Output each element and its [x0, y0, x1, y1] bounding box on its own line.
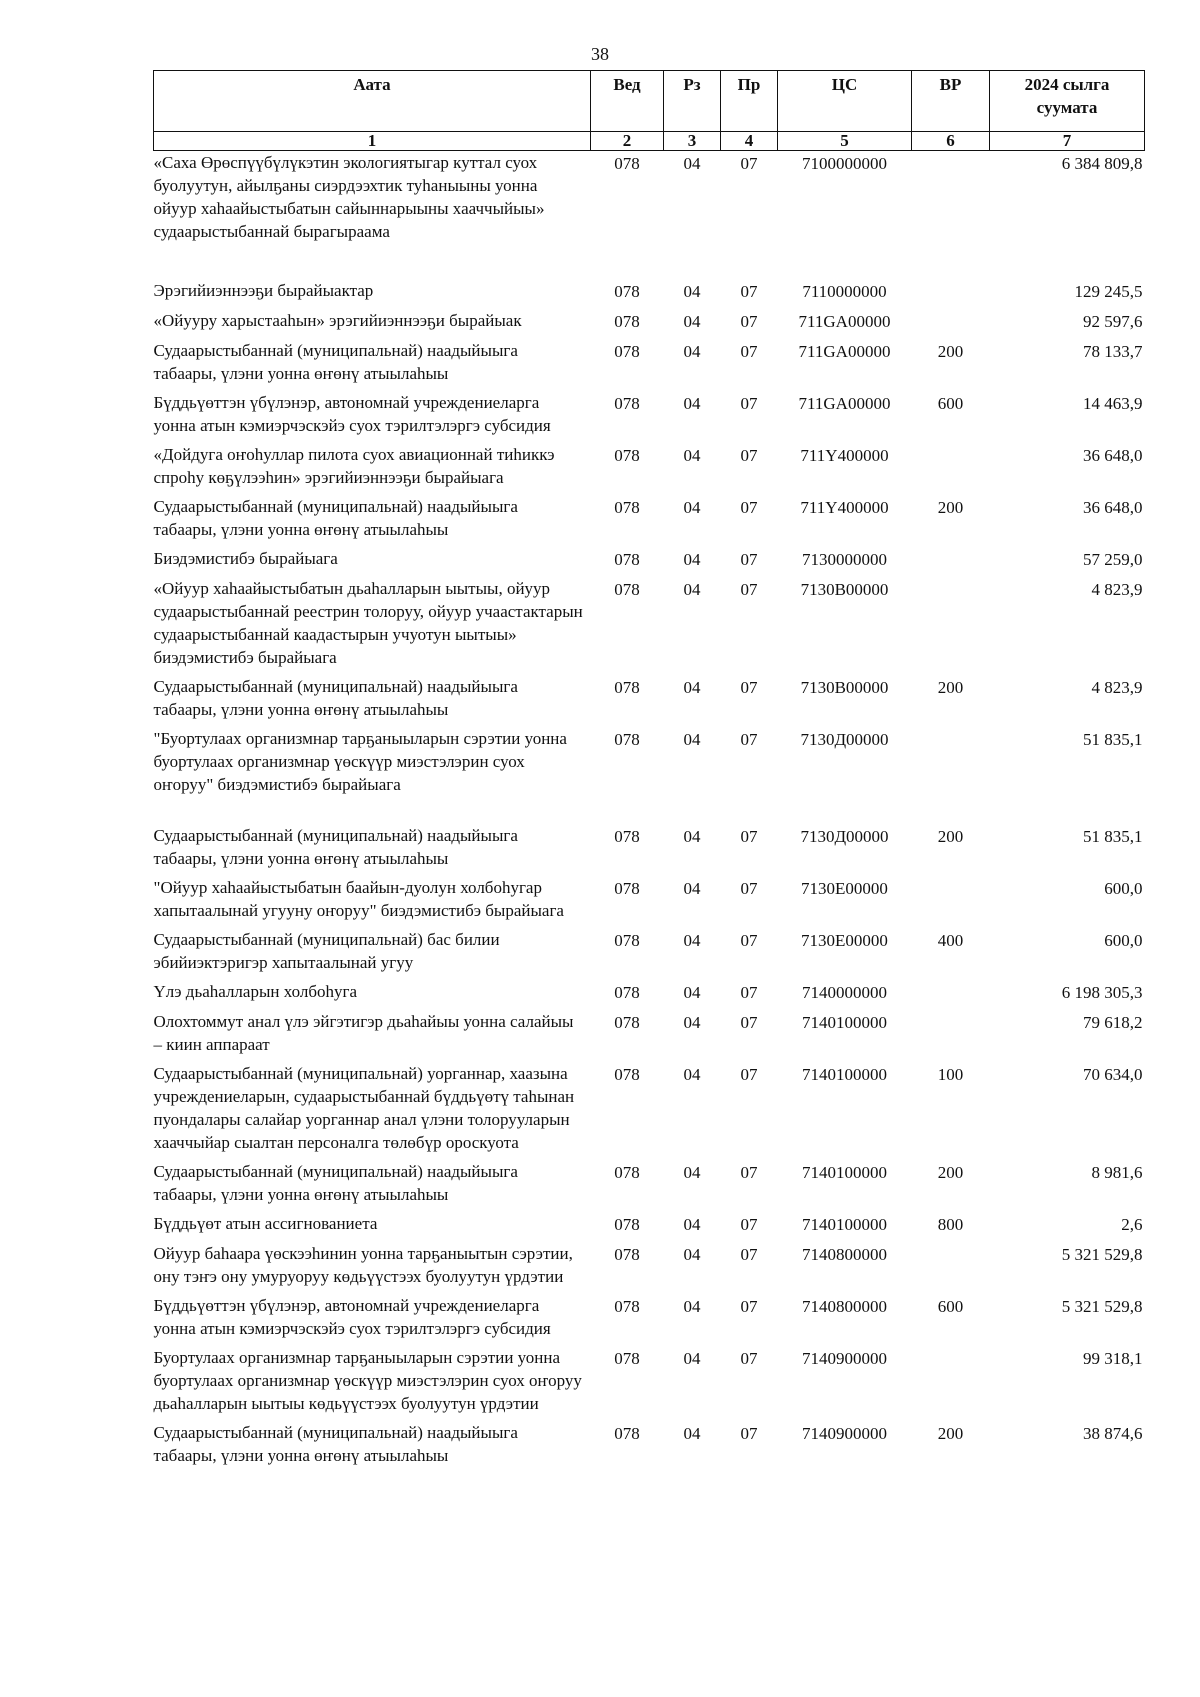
row-name-cell: Бүддьүөт атын ассигнованиета [153, 1214, 378, 1233]
row-pr-cell: 07 [740, 827, 758, 846]
row-sum-cell: 92 597,6 [1083, 312, 1143, 331]
row-rz-cell: 04 [683, 1297, 701, 1316]
table-row [154, 727, 1145, 824]
row-pr-cell: 07 [740, 550, 758, 569]
row-cs-cell: 7130В00000 [800, 678, 889, 697]
row-name-cell: Судаарыстыбаннай (муниципальнай) наадыйыыга табаары, үлэни уонна өҥөнү атыылаһыы [153, 1162, 518, 1204]
row-cs-cell: 7140100000 [802, 1163, 887, 1182]
table-row [154, 309, 1145, 339]
row-vr-cell [912, 309, 990, 339]
row-pr-cell: 07 [740, 730, 758, 749]
row-vr-cell [912, 1346, 990, 1421]
row-vr-cell: 600 [937, 1297, 964, 1316]
row-vr-cell: 200 [937, 678, 964, 697]
row-rz-cell: 04 [683, 1013, 701, 1032]
row-pr-cell: 07 [740, 931, 758, 950]
row-pr-cell: 07 [740, 1013, 758, 1032]
row-sum-cell: 2,6 [1121, 1215, 1143, 1234]
row-sum-cell: 8 981,6 [1091, 1163, 1143, 1182]
table-row [154, 339, 1145, 391]
row-vr-cell: 400 [937, 931, 964, 950]
row-ved-cell: 078 [614, 827, 640, 846]
row-vr-cell: 200 [937, 498, 964, 517]
row-vr-cell: 200 [937, 1424, 964, 1443]
row-sum-cell: 51 835,1 [1083, 730, 1143, 749]
row-rz-cell: 04 [683, 1349, 701, 1368]
row-ved-cell: 078 [614, 282, 640, 301]
table-row [154, 1160, 1145, 1212]
row-vr-cell: 600 [937, 394, 964, 413]
row-cs-cell: 7100000000 [802, 154, 887, 173]
row-rz-cell: 04 [683, 580, 701, 599]
row-ved-cell: 078 [614, 1297, 640, 1316]
row-vr-cell [912, 1242, 990, 1294]
row-ved-cell: 078 [614, 1163, 640, 1182]
row-rz-cell: 04 [683, 931, 701, 950]
table-row [154, 675, 1145, 727]
row-ved-cell: 078 [614, 1349, 640, 1368]
row-pr-cell: 07 [740, 446, 758, 465]
column-number: 7 [990, 132, 1145, 151]
row-pr-cell: 07 [740, 983, 758, 1002]
row-pr-cell: 07 [740, 678, 758, 697]
row-pr-cell: 07 [740, 1297, 758, 1316]
row-rz-cell: 04 [683, 154, 701, 173]
row-cs-cell: 7130Е00000 [801, 879, 888, 898]
row-ved-cell: 078 [614, 550, 640, 569]
table-row [154, 1294, 1145, 1346]
row-rz-cell: 04 [683, 827, 701, 846]
table-row [154, 876, 1145, 928]
row-pr-cell: 07 [740, 1163, 758, 1182]
row-name-cell: Судаарыстыбаннай (муниципальнай) наадыйыыга табаары, үлэни уонна өҥөнү атыылаһыы [153, 677, 518, 719]
row-ved-cell: 078 [614, 580, 640, 599]
table-row [154, 391, 1145, 443]
row-sum-cell: 78 133,7 [1083, 342, 1143, 361]
row-vr-cell: 200 [937, 342, 964, 361]
row-ved-cell: 078 [614, 154, 640, 173]
row-name-cell: Буортулаах организмнар тарҕаныыларын сэрэтии уонна буортулаах организмнар үөскүүр миэстэлэрин суох оҥоруу дьаһалларын ыытыы көдьүүстээх буолуутун үрдэтии [153, 1348, 582, 1413]
column-header-ved: Вед [591, 71, 664, 132]
row-vr-cell [912, 151, 990, 280]
row-name-cell: Судаарыстыбаннай (муниципальнай) наадыйыыга табаары, үлэни уонна өҥөнү атыылаһыы [153, 826, 518, 868]
table-row [154, 495, 1145, 547]
row-rz-cell: 04 [683, 342, 701, 361]
row-sum-cell: 14 463,9 [1083, 394, 1143, 413]
row-name-cell: "Буортулаах организмнар тарҕаныыларын сэрэтии уонна буортулаах организмнар үөскүүр миэстэлэрин суох оҥоруу" биэдэмистибэ бырайыага [153, 729, 567, 794]
row-sum-cell: 129 245,5 [1074, 282, 1143, 301]
row-sum-cell: 36 648,0 [1083, 446, 1143, 465]
row-pr-cell: 07 [740, 1065, 758, 1084]
row-name-cell: «Саха Өрөспүүбүлүкэтин экологиятыгар куттал суох буолуутун, айылҕаны сиэрдээхтик туһаныыны уонна ойуур хаһаайыстыбатын сайыннарыыны хааччыйыы» судаарыстыбаннай бырагыраама [153, 153, 545, 241]
row-pr-cell: 07 [740, 879, 758, 898]
row-pr-cell: 07 [740, 1349, 758, 1368]
row-name-cell: Бүддьүөттэн үбүлэнэр, автономнай учреждениеларга уонна атын кэмиэрчэскэйэ суох тэрилтэлэргэ субсидия [153, 1296, 551, 1338]
row-vr-cell [912, 1010, 990, 1062]
row-rz-cell: 04 [683, 730, 701, 749]
row-rz-cell: 04 [683, 498, 701, 517]
row-rz-cell: 04 [683, 1215, 701, 1234]
row-rz-cell: 04 [683, 1245, 701, 1264]
row-rz-cell: 04 [683, 550, 701, 569]
row-vr-cell [912, 577, 990, 675]
row-name-cell: Судаарыстыбаннай (муниципальнай) бас билии эбийиэктэригэр хапытаалынай угуу [153, 930, 500, 972]
row-name-cell: Судаарыстыбаннай (муниципальнай) наадыйыыга табаары, үлэни уонна өҥөнү атыылаһыы [153, 497, 518, 539]
table-row [154, 1346, 1145, 1421]
row-sum-cell: 70 634,0 [1083, 1065, 1143, 1084]
row-name-cell: «Дойдуга оҥоһуллар пилота суох авиационнай тиһиккэ спроһу көҕүлээһин» эрэгийиэннээҕи бырайыага [153, 445, 555, 487]
row-cs-cell: 7140900000 [802, 1424, 887, 1443]
row-cs-cell: 711GA00000 [798, 342, 891, 361]
row-rz-cell: 04 [683, 1163, 701, 1182]
row-pr-cell: 07 [740, 154, 758, 173]
row-sum-cell: 6 198 305,3 [1061, 983, 1143, 1002]
page-number: 38 [591, 44, 609, 64]
row-sum-cell: 5 321 529,8 [1061, 1297, 1143, 1316]
row-ved-cell: 078 [614, 730, 640, 749]
row-rz-cell: 04 [683, 312, 701, 331]
column-number: 4 [721, 132, 778, 151]
row-rz-cell: 04 [683, 879, 701, 898]
table-row [154, 824, 1145, 876]
table-row [154, 980, 1145, 1010]
row-pr-cell: 07 [740, 1424, 758, 1443]
row-sum-cell: 600,0 [1104, 931, 1143, 950]
row-name-cell: «Ойуур хаһаайыстыбатын дьаһалларын ыытыы, ойуур судаарыстыбаннай реестрин толоруу, ойуур учаастактарын судаарыстыбаннай каадастырын учуотун ыытыы» биэдэмистибэ бырайыага [153, 579, 583, 667]
row-ved-cell: 078 [614, 879, 640, 898]
table-row [154, 577, 1145, 675]
row-vr-cell [912, 443, 990, 495]
row-sum-cell: 4 823,9 [1091, 678, 1143, 697]
row-vr-cell: 200 [937, 1163, 964, 1182]
column-number: 1 [154, 132, 591, 151]
row-vr-cell: 100 [937, 1065, 964, 1084]
column-header-cs: ЦС [778, 71, 912, 132]
row-ved-cell: 078 [614, 1245, 640, 1264]
row-ved-cell: 078 [614, 1013, 640, 1032]
row-rz-cell: 04 [683, 1065, 701, 1084]
row-sum-cell: 5 321 529,8 [1061, 1245, 1143, 1264]
row-ved-cell: 078 [614, 498, 640, 517]
row-cs-cell: 7140100000 [802, 1215, 887, 1234]
row-ved-cell: 078 [614, 678, 640, 697]
row-vr-cell [912, 727, 990, 824]
row-rz-cell: 04 [683, 282, 701, 301]
table-row [154, 1421, 1145, 1473]
row-ved-cell: 078 [614, 312, 640, 331]
budget-table [153, 70, 1145, 1473]
row-pr-cell: 07 [740, 580, 758, 599]
row-sum-cell: 51 835,1 [1083, 827, 1143, 846]
row-cs-cell: 7110000000 [802, 282, 887, 301]
row-cs-cell: 7140100000 [802, 1065, 887, 1084]
row-cs-cell: 7130Д00000 [800, 827, 889, 846]
row-ved-cell: 078 [614, 1215, 640, 1234]
row-cs-cell: 711GA00000 [798, 312, 891, 331]
table-row [154, 1010, 1145, 1062]
table-row [154, 1242, 1145, 1294]
column-number: 3 [664, 132, 721, 151]
column-header-vr: ВР [912, 71, 990, 132]
row-name-cell: Үлэ дьаһалларын холбоһуга [153, 982, 358, 1001]
row-name-cell: Олохтоммут анал үлэ эйгэтигэр дьаһайыы уонна салайыы – киин аппараат [153, 1012, 574, 1054]
row-name-cell: Ойуур баһаара үөскээһинин уонна тарҕаныытын сэрэтии, ону тэҥэ ону умуруоруу көдьүүстээх буолуутун үрдэтии [153, 1244, 573, 1286]
row-cs-cell: 7130Д00000 [800, 730, 889, 749]
row-cs-cell: 7130В00000 [800, 580, 889, 599]
table-row [154, 928, 1145, 980]
column-number: 6 [912, 132, 990, 151]
row-vr-cell: 200 [937, 827, 964, 846]
row-sum-cell: 600,0 [1104, 879, 1143, 898]
row-cs-cell: 711Y400000 [800, 446, 889, 465]
column-number: 5 [778, 132, 912, 151]
table-row [154, 1062, 1145, 1160]
table-row [154, 547, 1145, 577]
row-pr-cell: 07 [740, 342, 758, 361]
row-rz-cell: 04 [683, 446, 701, 465]
row-sum-cell: 6 384 809,8 [1061, 154, 1143, 173]
table-row [154, 151, 1145, 280]
row-cs-cell: 711GA00000 [798, 394, 891, 413]
row-pr-cell: 07 [740, 282, 758, 301]
row-vr-cell [912, 876, 990, 928]
row-ved-cell: 078 [614, 1065, 640, 1084]
row-pr-cell: 07 [740, 498, 758, 517]
row-pr-cell: 07 [740, 312, 758, 331]
row-cs-cell: 7140900000 [802, 1349, 887, 1368]
row-pr-cell: 07 [740, 1245, 758, 1264]
row-rz-cell: 04 [683, 678, 701, 697]
row-name-cell: «Ойууру харыстааһын» эрэгийиэннээҕи бырайыак [153, 311, 522, 330]
row-rz-cell: 04 [683, 1424, 701, 1443]
table-header [154, 71, 1145, 151]
row-name-cell: Судаарыстыбаннай (муниципальнай) наадыйыыга табаары, үлэни уонна өҥөнү атыылаһыы [153, 341, 518, 383]
row-name-cell: Бүддьүөттэн үбүлэнэр, автономнай учреждениеларга уонна атын кэмиэрчэскэйэ суох тэрилтэлэргэ субсидия [153, 393, 551, 435]
row-rz-cell: 04 [683, 983, 701, 1002]
row-cs-cell: 7140100000 [802, 1013, 887, 1032]
table-row [154, 1212, 1145, 1242]
row-ved-cell: 078 [614, 342, 640, 361]
column-header-pr: Пр [721, 71, 778, 132]
row-pr-cell: 07 [740, 1215, 758, 1234]
row-ved-cell: 078 [614, 931, 640, 950]
row-name-cell: "Ойуур хаһаайыстыбатын баайын-дуолун холбоһугар хапытаалынай угууну оҥоруу" биэдэмистибэ бырайыага [153, 878, 564, 920]
row-cs-cell: 7130Е00000 [801, 931, 888, 950]
row-pr-cell: 07 [740, 394, 758, 413]
table-row [154, 279, 1145, 309]
row-cs-cell: 7140800000 [802, 1297, 887, 1316]
table-row [154, 443, 1145, 495]
row-cs-cell: 711Y400000 [800, 498, 889, 517]
row-sum-cell: 99 318,1 [1083, 1349, 1143, 1368]
row-vr-cell [912, 980, 990, 1010]
row-cs-cell: 7140800000 [802, 1245, 887, 1264]
row-ved-cell: 078 [614, 1424, 640, 1443]
column-header-name: Аата [154, 71, 591, 132]
row-ved-cell: 078 [614, 983, 640, 1002]
row-name-cell: Судаарыстыбаннай (муниципальнай) наадыйыыга табаары, үлэни уонна өҥөнү атыылаһыы [153, 1423, 518, 1465]
row-sum-cell: 36 648,0 [1083, 498, 1143, 517]
column-header-sum: 2024 сылга суумата [990, 71, 1145, 132]
table-body [154, 151, 1145, 1474]
row-vr-cell [912, 547, 990, 577]
row-vr-cell [912, 279, 990, 309]
row-cs-cell: 7130000000 [802, 550, 887, 569]
column-number: 2 [591, 132, 664, 151]
row-name-cell: Судаарыстыбаннай (муниципальнай) уорганнар, хаазына учреждениеларын, судаарыстыбаннай бүддьүөтү таһынан пуондалары салайар уорганнар анал үлэни толорууларын хааччыйар сыалтан персоналга төлөбүр ороскуота [153, 1064, 575, 1152]
row-name-cell: Биэдэмистибэ бырайыага [153, 549, 338, 568]
column-header-rz: Рз [664, 71, 721, 132]
row-sum-cell: 38 874,6 [1083, 1424, 1143, 1443]
row-sum-cell: 57 259,0 [1083, 550, 1143, 569]
row-ved-cell: 078 [614, 446, 640, 465]
row-sum-cell: 79 618,2 [1083, 1013, 1143, 1032]
row-vr-cell: 800 [937, 1215, 964, 1234]
row-name-cell: Эрэгийиэннээҕи бырайыактар [153, 281, 374, 300]
row-ved-cell: 078 [614, 394, 640, 413]
row-rz-cell: 04 [683, 394, 701, 413]
row-cs-cell: 7140000000 [802, 983, 887, 1002]
row-sum-cell: 4 823,9 [1091, 580, 1143, 599]
